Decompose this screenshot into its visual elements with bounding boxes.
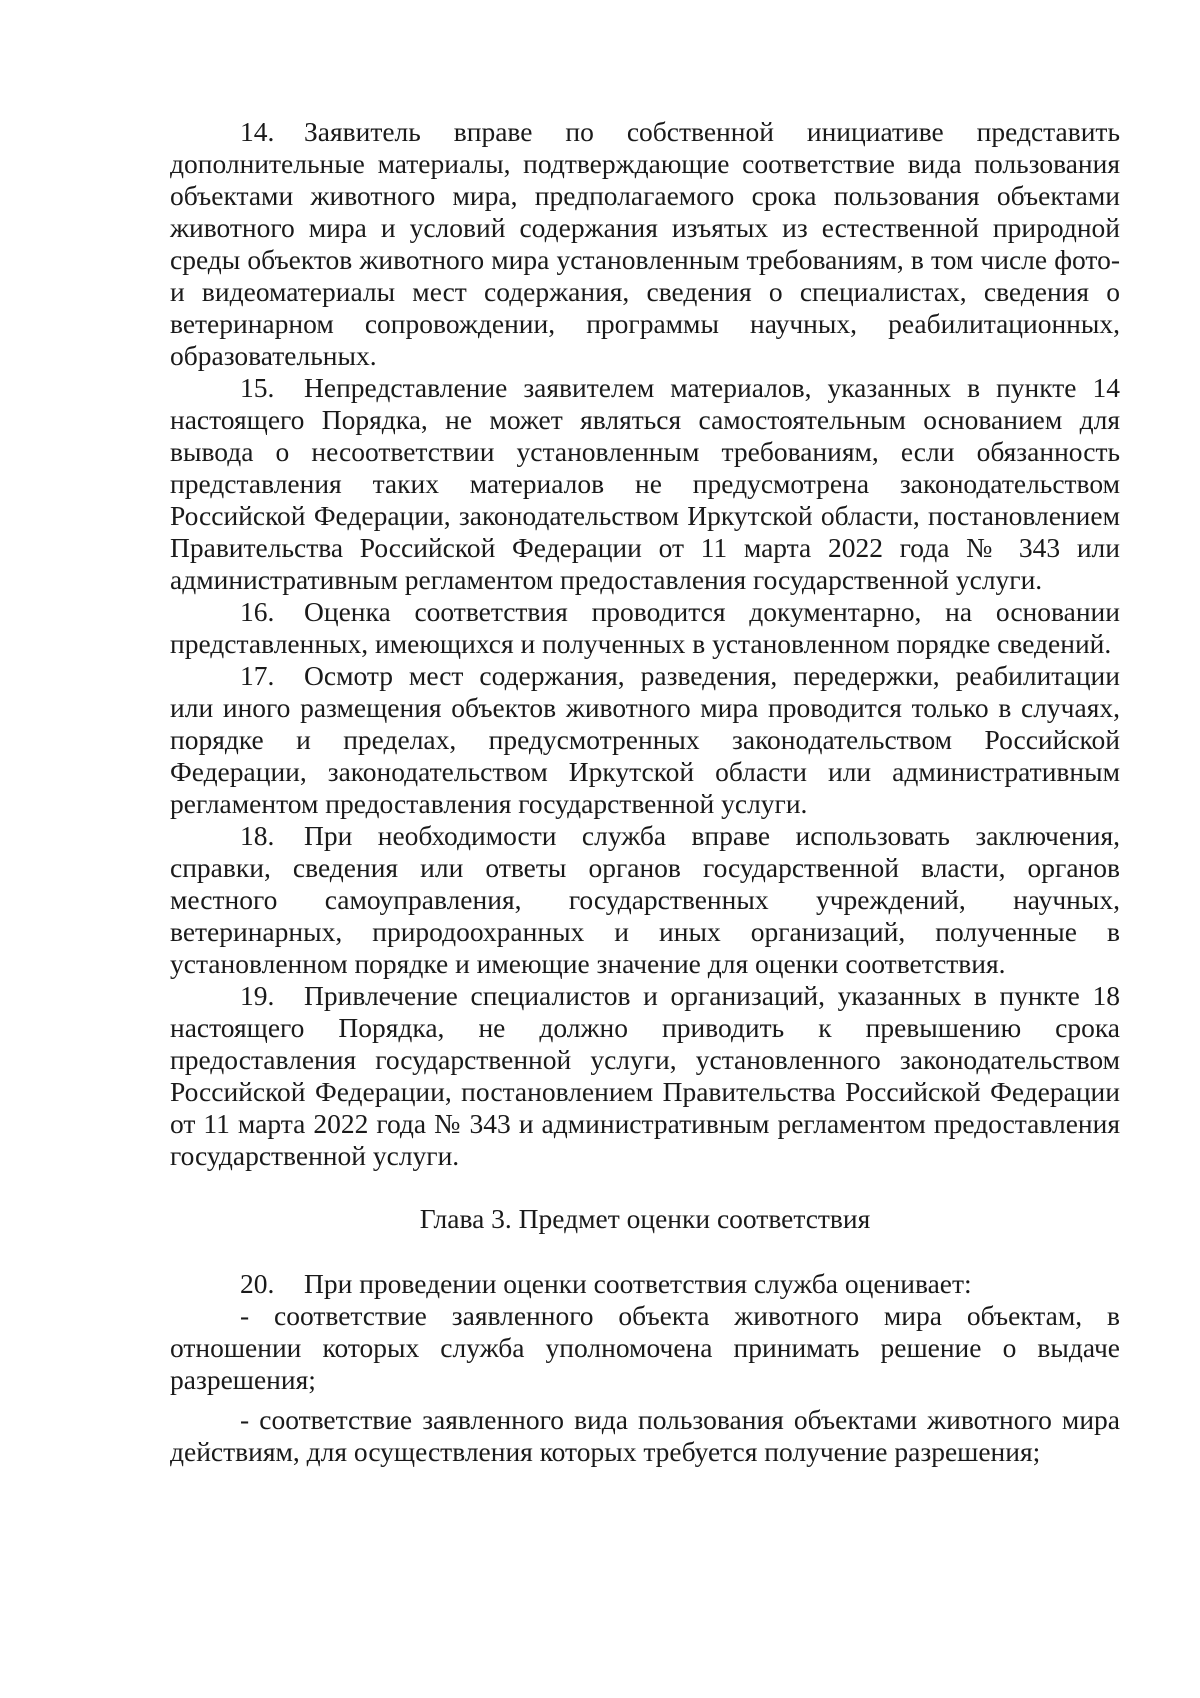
paragraph-text: При необходимости служба вправе использовать заключения, справки, сведения или ответы органов государственной власти, органов местного самоуправления, государственных учреждений, научных, ветеринарных, природоохранных и иных организаций, полученные в установленном порядке и имеющие значение для оценки соответствия.	[170, 820, 1120, 979]
chapter-heading: Глава 3. Предмет оценки соответствия	[419, 1203, 871, 1234]
paragraph-text: Осмотр мест содержания, разведения, передержки, реабилитации или иного размещения объектов животного мира проводится только в случаях, порядке и пределах, предусмотренных законодательством Российской Федерации, законодательством Иркутской области или административным регламентом предоставления государственной услуги.	[170, 660, 1120, 819]
paragraph-number: 14.	[240, 116, 275, 147]
paragraph-text: Оценка соответствия проводится документарно, на основании представленных, имеющихся и полученных в установленном порядке сведений.	[170, 596, 1120, 659]
paragraph-18	[170, 820, 1120, 980]
paragraph-text: Заявитель вправе по собственной инициативе представить дополнительные материалы, подтверждающие соответствие вида пользования объектами животного мира, предполагаемого срока пользования объектами животного мира и условий содержания изъятых из естественной природной среды объектов животного мира установленным требованиям, в том числе фото- и видеоматериалы мест содержания, сведения о специалистах, сведения о ветеринарном сопровождении, программы научных, реабилитационных, образовательных.	[170, 116, 1120, 371]
list-item: - соответствие заявленного объекта животного мира объектам, в отношении которых служба уполномочена принимать решение о выдаче разрешения;	[170, 1300, 1120, 1395]
paragraph-text: Привлечение специалистов и организаций, указанных в пункте 18 настоящего Порядка, не должно приводить к превышению срока предоставления государственной услуги, установленного законодательством Российской Федерации, постановлением Правительства Российской Федерации от 11 марта 2022 года № 343 и административным регламентом предоставления государственной услуги.	[170, 980, 1120, 1171]
list-item: - соответствие заявленного вида пользования объектами животного мира действиям, для осуществления которых требуется получение разрешения;	[170, 1404, 1120, 1467]
paragraph-14	[170, 116, 1120, 372]
paragraph-20	[170, 1268, 1120, 1300]
paragraph-text: При проведении оценки соответствия служба оценивает:	[304, 1268, 972, 1299]
paragraph-number: 17.	[240, 660, 275, 691]
paragraph-19	[170, 980, 1120, 1172]
paragraph-number: 20.	[240, 1268, 275, 1299]
paragraph-number: 18.	[240, 820, 275, 851]
paragraph-17	[170, 660, 1120, 820]
paragraph-number: 15.	[240, 372, 275, 403]
paragraph-number: 16.	[240, 596, 275, 627]
paragraph-15	[170, 372, 1120, 596]
paragraph-16	[170, 596, 1120, 660]
paragraph-number: 19.	[240, 980, 275, 1011]
paragraph-text: Непредставление заявителем материалов, указанных в пункте 14 настоящего Порядка, не может являться самостоятельным основанием для вывода о несоответствии установленным требованиям, если обязанность представления таких материалов не предусмотрена законодательством Российской Федерации, законодательством Иркутской области, постановлением Правительства Российской Федерации от 11 марта 2022 года № 343 или административным регламентом предоставления государственной услуги.	[170, 372, 1120, 595]
document-page	[170, 116, 1120, 1468]
